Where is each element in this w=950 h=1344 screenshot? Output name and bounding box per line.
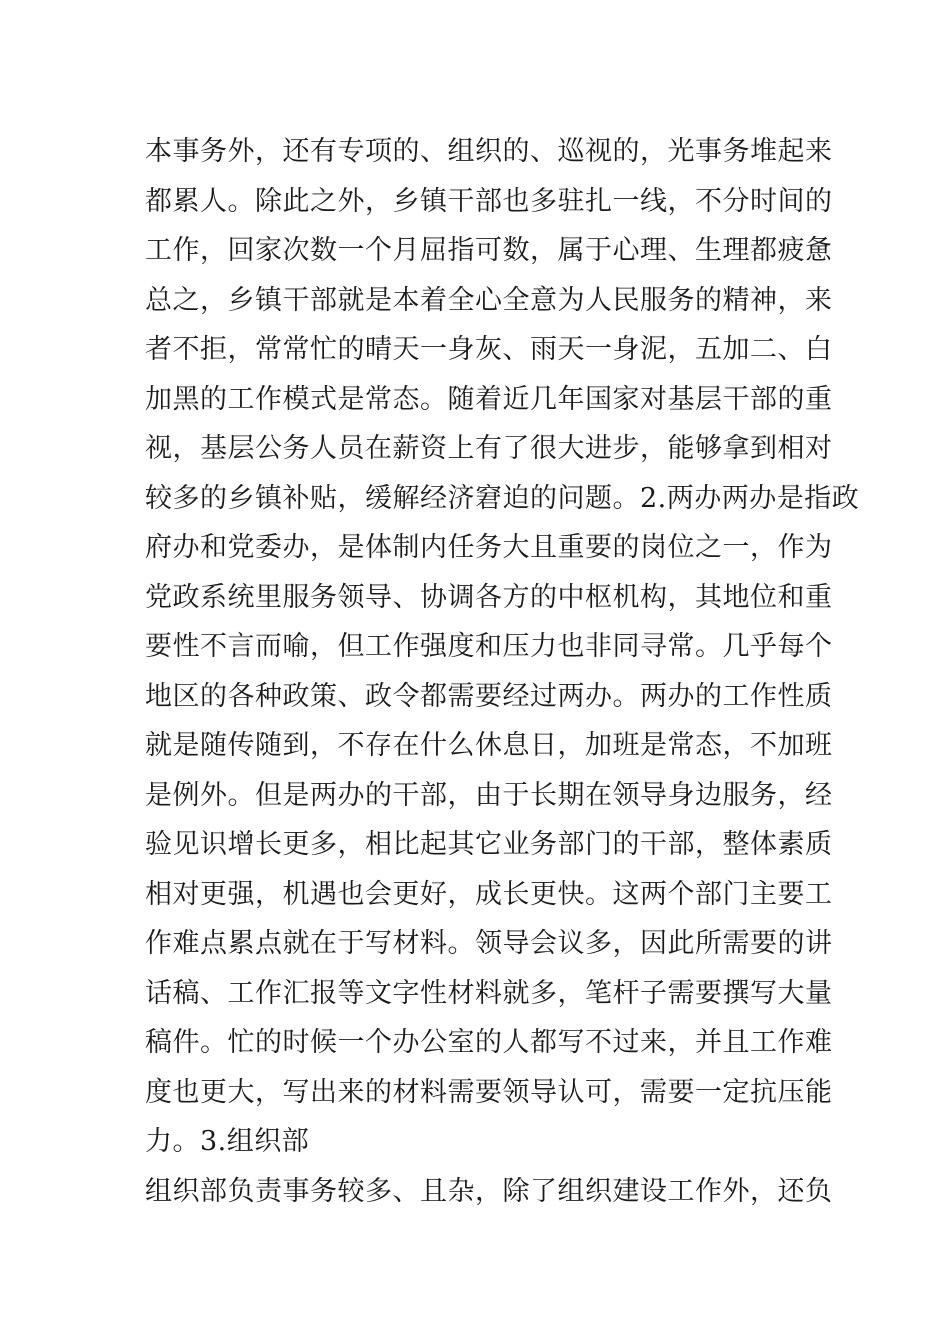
text-line: 度也更大，写出来的材料需要领导认可，需要一定抗压能 [145,1077,833,1108]
text-line: 加黑的工作模式是常态。随着近几年国家对基层干部的重 [145,384,833,415]
text-line: 地区的各种政策、政令都需要经过两办。两办的工作性质 [145,681,833,712]
text-line: 力。3.组织部 [145,1126,310,1157]
text-line: 是例外。但是两办的干部，由于长期在领导身边服务，经 [145,780,833,811]
text-line: 者不拒，常常忙的晴天一身灰、雨天一身泥，五加二、白 [145,334,833,365]
text-line: 视，基层公务人员在薪资上有了很大进步，能够拿到相对 [145,433,833,464]
text-line: 工作，回家次数一个月屈指可数，属于心理、生理都疲惫 [145,235,833,266]
text-line: 府办和党委办，是体制内任务大且重要的岗位之一，作为 [145,532,833,563]
text-line: 组织部负责事务较多、且杂，除了组织建设工作外，还负 [145,1176,833,1207]
text-line: 稿件。忙的时候一个办公室的人都写不过来，并且工作难 [145,1027,833,1058]
text-line: 总之，乡镇干部就是本着全心全意为人民服务的精神，来 [145,285,833,316]
text-line: 都累人。除此之外，乡镇干部也多驻扎一线，不分时间的 [145,186,833,217]
text-line: 作难点累点就在于写材料。领导会议多，因此所需要的讲 [145,928,833,959]
text-line: 相对更强，机遇也会更好，成长更快。这两个部门主要工 [145,879,833,910]
text-line: 验见识增长更多，相比起其它业务部门的干部，整体素质 [145,829,833,860]
text-line: 本事务外，还有专项的、组织的、巡视的，光事务堆起来 [145,136,833,167]
text-line: 较多的乡镇补贴，缓解经济窘迫的问题。2.两办两办是指政 [145,483,860,514]
text-line: 要性不言而喻，但工作强度和压力也非同寻常。几乎每个 [145,631,833,662]
text-line: 就是随传随到，不存在什么休息日，加班是常态，不加班 [145,730,833,761]
text-line: 党政系统里服务领导、协调各方的中枢机构，其地位和重 [145,582,833,613]
text-line: 话稿、工作汇报等文字性材料就多，笔杆子需要撰写大量 [145,978,833,1009]
